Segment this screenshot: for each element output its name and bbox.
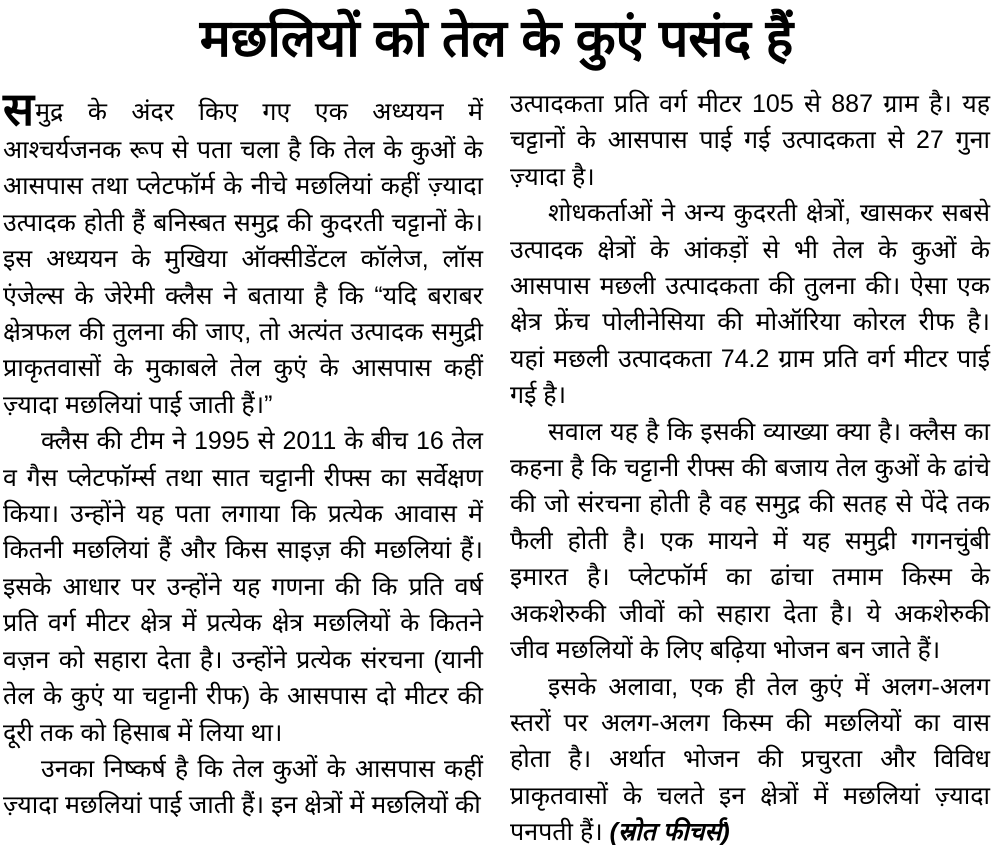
drop-cap: स xyxy=(3,83,35,135)
paragraph-4: शोधकर्ताओं ने अन्य कुदरती क्षेत्रों, खासकर सबसे उत्पादक क्षेत्रों के आंकड़ों से भी तेल के कुओं के आसपास मछली उत्पादकता की तुलना की। ऐसा एक क्षेत्र फ्रेंच पोलीनेसिया की मोऑरिया कोरल रीफ है। यहां मछली उत्पादकता 74.2 ग्राम प्रति वर्ग मीटर पाई गई है। xyxy=(510,199,990,410)
paragraph-2: क्लैस की टीम ने 1995 से 2011 के बीच 16 तेल व गैस प्लेटफॉर्म्स तथा सात चट्टानी रीफ्स का सर्वेक्षण किया। उन्होंने यह पता लगाया कि प्रत्येक आवास में कितनी मछलियां हैं और किस साइज़ की मछलियां हैं। इसके आधार पर उन्होंने यह गणना की कि प्रति वर्ष प्रति वर्ग मीटर क्षेत्र में प्रत्येक क्षेत्र मछलियों के कितने वज़न को सहारा देता है। उन्होंने प्रत्येक संरचना (यानी तेल के कुएं या चट्टानी रीफ) के आसपास दो मीटर की दूरी तक को हिसाब में लिया था। xyxy=(3,427,483,747)
article-title: मछलियों को तेल के कुएं पसंद हैं xyxy=(199,10,794,68)
paragraph-3-continued: उत्पादकता प्रति वर्ग मीटर 105 से 887 ग्राम है। यह चट्टानों के आसपास पाई गई उत्पादकता से 27 गुना ज़्यादा है। xyxy=(510,90,990,191)
paragraph-5: सवाल यह है कि इसकी व्याख्या क्या है। क्लैस का कहना है कि चट्टानी रीफ्स की बजाय तेल कुओं के ढांचे की जो संरचना होती है वह समुद्र की सतह से पेंदे तक फैली होती है। एक मायने में यह समुद्री गगनचुंबी इमारत है। प्लेटफॉर्म का ढांचा तमाम किस्म के अकशेरुकी जीवों को सहारा देता है। ये अकशेरुकी जीव मछलियों के लिए बढ़िया भोजन बन जाते हैं। xyxy=(510,417,990,665)
source-credit: (स्रोत फीचर्स) xyxy=(609,818,730,847)
paragraph-6-text: इसके अलावा, एक ही तेल कुएं में अलग-अलग स्तरों पर अलग-अलग किस्म की मछलियों का वास होता है। अर्थात भोजन की प्रचुरता और विविध प्राकृतवासों के चलते इन क्षेत्रों में मछलियां ज़्यादा पनपती हैं। xyxy=(510,672,990,847)
paragraph-6 xyxy=(510,669,990,851)
article-columns xyxy=(3,83,990,851)
paragraph-1 xyxy=(3,83,483,423)
paragraph-3: उनका निष्कर्ष है कि तेल कुओं के आसपास कहीं ज़्यादा मछलियां पाई जाती हैं। इन क्षेत्रों में मछलियों की xyxy=(3,754,483,820)
right-column xyxy=(510,86,990,851)
paragraph-1-text: मुद्र के अंदर किए गए एक अध्ययन में आश्चर्यजनक रूप से पता चला है कि तेल के कुओं के आसपास तथा प्लेटफॉर्म के नीचे मछलियां कहीं ज़्यादा उत्पादक होती हैं बनिस्बत समुद्र की कुदरती चट्टानों के। इस अध्ययन के मुखिया ऑक्सीडेंटल कॉलेज, लॉस एंजेल्स के जेरेमी क्लैस ने बताया है कि “यदि बराबर क्षेत्रफल की तुलना की जाए, तो अत्यंत उत्पादक समुद्री प्राकृतवासों के मुकाबले तेल कुएं के आसपास कहीं ज़्यादा मछलियां पाई जाती हैं।” xyxy=(3,98,483,419)
left-column xyxy=(3,83,483,851)
